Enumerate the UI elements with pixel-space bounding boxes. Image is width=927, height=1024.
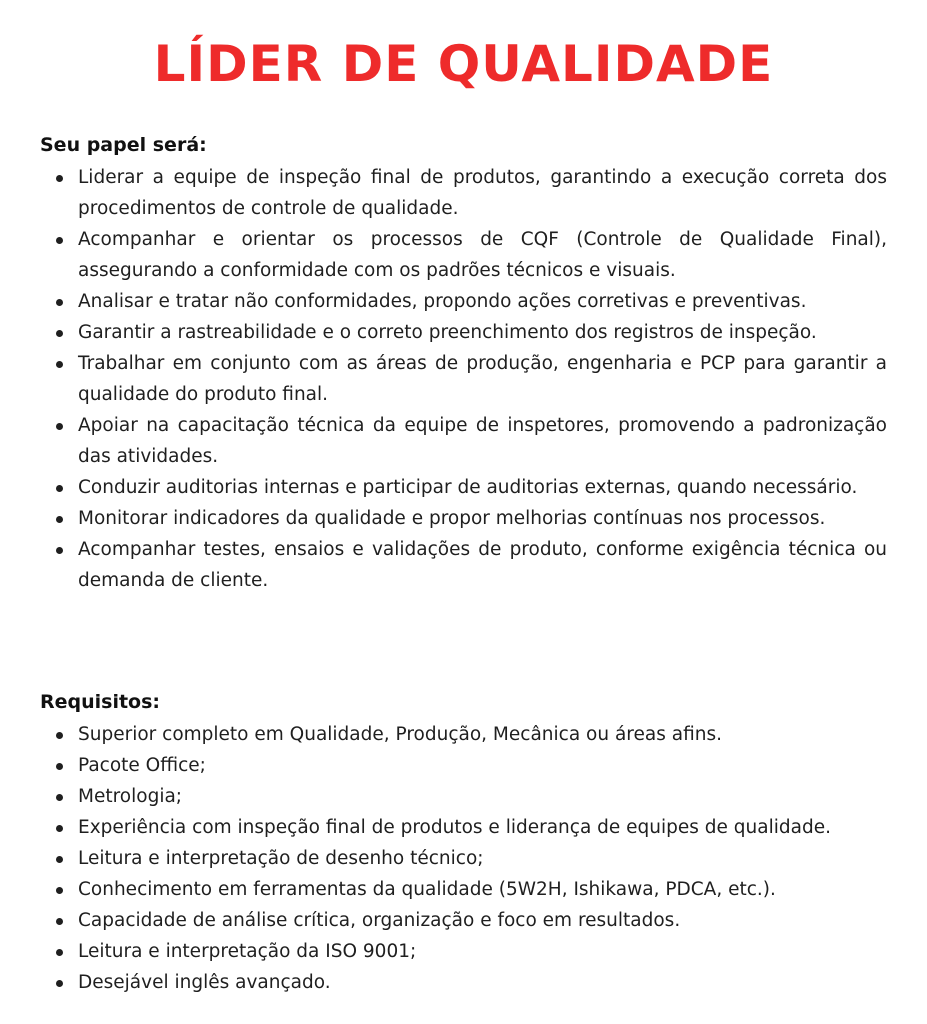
role-heading: Seu papel será: [40,134,207,156]
bullet-icon [56,949,63,956]
bullet-icon [56,175,63,182]
bullet-icon [56,887,63,894]
bullet-icon [56,794,63,801]
bullet-icon [56,825,63,832]
list-item: Trabalhar em conjunto com as áreas de produção, engenharia e PCP para garantir a qualidade do produto final. [40,348,887,410]
bullet-icon [56,547,63,554]
bullet-icon [56,361,63,368]
list-item: Monitorar indicadores da qualidade e propor melhorias contínuas nos processos. [40,503,887,534]
page-title: LÍDER DE QUALIDADE [153,35,774,93]
list-item: Experiência com inspeção final de produtos e liderança de equipes de qualidade. [40,812,887,843]
list-item: Analisar e tratar não conformidades, propondo ações corretivas e preventivas. [40,286,887,317]
bullet-icon [56,856,63,863]
requirements-heading: Requisitos: [40,691,161,713]
list-item: Liderar a equipe de inspeção final de produtos, garantindo a execução correta dos procedimentos de controle de qualidade. [40,162,887,224]
role-list [40,162,887,596]
list-item: Apoiar na capacitação técnica da equipe de inspetores, promovendo a padronização das atividades. [40,410,887,472]
bullet-icon [56,423,63,430]
list-item: Conhecimento em ferramentas da qualidade (5W2H, Ishikawa, PDCA, etc.). [40,874,887,905]
list-item: Metrologia; [40,781,887,812]
bullet-icon [56,330,63,337]
list-item: Leitura e interpretação da ISO 9001; [40,936,887,967]
bullet-icon [56,485,63,492]
list-item: Desejável inglês avançado. [40,967,887,998]
bullet-icon [56,763,63,770]
bullet-icon [56,918,63,925]
requirements-list [40,719,887,998]
list-item: Garantir a rastreabilidade e o correto preenchimento dos registros de inspeção. [40,317,887,348]
bullet-icon [56,980,63,987]
bullet-icon [56,516,63,523]
bullet-icon [56,732,63,739]
list-item: Capacidade de análise crítica, organização e foco em resultados. [40,905,887,936]
bullet-icon [56,299,63,306]
list-item: Conduzir auditorias internas e participar de auditorias externas, quando necessário. [40,472,887,503]
list-item: Leitura e interpretação de desenho técnico; [40,843,887,874]
list-item: Superior completo em Qualidade, Produção, Mecânica ou áreas afins. [40,719,887,750]
bullet-icon [56,237,63,244]
list-item: Acompanhar testes, ensaios e validações de produto, conforme exigência técnica ou demanda de cliente. [40,534,887,596]
list-item: Acompanhar e orientar os processos de CQF (Controle de Qualidade Final), assegurando a conformidade com os padrões técnicos e visuais. [40,224,887,286]
list-item: Pacote Office; [40,750,887,781]
